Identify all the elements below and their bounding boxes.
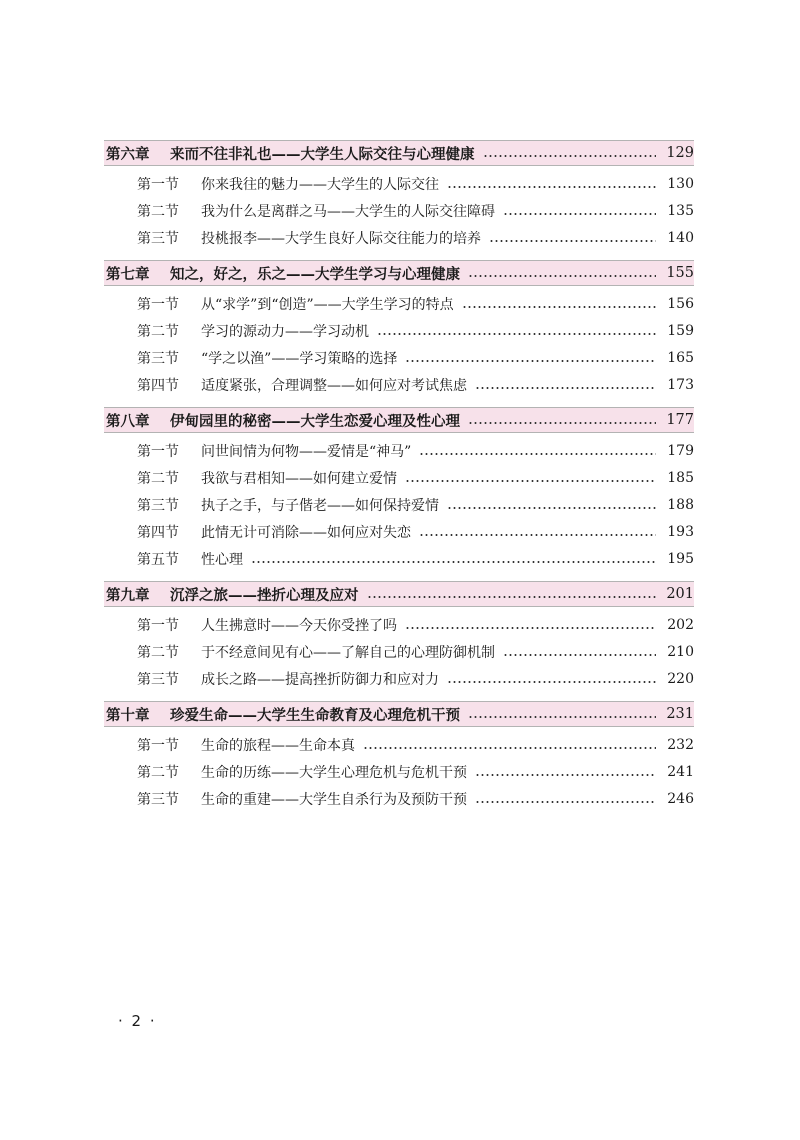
chapter-page: 155	[666, 265, 694, 281]
section-number: 第二节	[137, 203, 179, 220]
section-page: 193	[667, 523, 694, 540]
section-list	[104, 731, 694, 812]
dot-leader	[489, 240, 656, 242]
section-title: 从“求学”到“创造”——大学生学习的特点	[201, 296, 454, 313]
section-title: 投桃报李——大学生良好人际交往能力的培养	[201, 230, 481, 247]
section-number: 第一节	[137, 296, 179, 313]
chapter-number: 第六章	[106, 146, 150, 163]
section-page: 179	[667, 442, 694, 459]
section-page: 195	[667, 550, 694, 567]
section-title: 生命的旅程——生命本真	[201, 737, 355, 754]
section-page: 135	[667, 202, 694, 219]
section-entry[interactable]	[104, 611, 694, 638]
section-title: 适度紧张，合理调整——如何应对考试焦虑	[201, 377, 467, 394]
section-number: 第一节	[137, 737, 179, 754]
section-page: 140	[667, 229, 694, 246]
dot-leader	[475, 801, 656, 803]
dot-leader	[419, 534, 656, 536]
dot-leader	[447, 507, 656, 509]
section-entry[interactable]	[104, 317, 694, 344]
section-number: 第一节	[137, 617, 179, 634]
dot-leader	[405, 480, 656, 482]
section-number: 第二节	[137, 470, 179, 487]
section-title: 生命的历练——大学生心理危机与危机干预	[201, 764, 467, 781]
section-entry[interactable]	[104, 785, 694, 812]
section-number: 第三节	[137, 230, 179, 247]
table-of-contents	[104, 140, 694, 812]
dot-leader	[503, 213, 656, 215]
section-entry[interactable]	[104, 371, 694, 398]
section-title: 此情无计可消除——如何应对失恋	[201, 524, 411, 541]
section-page: 156	[667, 295, 694, 312]
dot-leader	[363, 747, 656, 749]
dot-leader	[447, 681, 656, 683]
chapter-entry[interactable]	[104, 407, 694, 433]
section-entry[interactable]	[104, 224, 694, 251]
dot-leader	[468, 716, 656, 718]
section-entry[interactable]	[104, 758, 694, 785]
section-entry[interactable]	[104, 197, 694, 224]
chapter-title: 知之，好之，乐之——大学生学习与心理健康	[170, 266, 460, 283]
dot-leader	[447, 186, 656, 188]
chapter-entry[interactable]	[104, 140, 694, 166]
section-title: 人生拂意时——今天你受挫了吗	[201, 617, 397, 634]
dot-leader	[405, 360, 656, 362]
section-entry[interactable]	[104, 638, 694, 665]
chapter-number: 第七章	[106, 266, 150, 283]
dot-leader	[475, 387, 656, 389]
dot-leader	[483, 155, 657, 157]
chapter-entry[interactable]	[104, 260, 694, 286]
section-entry[interactable]	[104, 731, 694, 758]
section-page: 241	[667, 763, 694, 780]
section-entry[interactable]	[104, 344, 694, 371]
dot-leader	[405, 627, 656, 629]
chapter-number: 第十章	[106, 707, 150, 724]
dot-leader	[462, 306, 656, 308]
chapter-page: 201	[666, 586, 694, 602]
dot-leader	[468, 275, 656, 277]
section-title: “学之以渔”——学习策略的选择	[201, 350, 398, 367]
chapter-number: 第八章	[106, 413, 150, 430]
chapter-entry[interactable]	[104, 701, 694, 727]
section-page: 188	[667, 496, 694, 513]
chapter-page: 177	[666, 412, 694, 428]
section-number: 第三节	[137, 350, 179, 367]
section-entry[interactable]	[104, 665, 694, 692]
section-entry[interactable]	[104, 437, 694, 464]
page-number: · 2 ·	[118, 1012, 157, 1030]
section-page: 246	[667, 790, 694, 807]
section-title: 成长之路——提高挫折防御力和应对力	[201, 671, 439, 688]
section-title: 于不经意间见有心——了解自己的心理防御机制	[201, 644, 495, 661]
section-number: 第五节	[137, 551, 179, 568]
section-page: 210	[667, 643, 694, 660]
section-list	[104, 290, 694, 398]
section-entry[interactable]	[104, 170, 694, 197]
chapter-title: 来而不往非礼也——大学生人际交往与心理健康	[170, 146, 475, 163]
section-entry[interactable]	[104, 464, 694, 491]
section-number: 第四节	[137, 377, 179, 394]
dot-leader	[468, 422, 656, 424]
section-entry[interactable]	[104, 545, 694, 572]
section-number: 第二节	[137, 323, 179, 340]
section-entry[interactable]	[104, 518, 694, 545]
section-title: 性心理	[201, 551, 243, 568]
section-title: 你来我往的魅力——大学生的人际交往	[201, 176, 439, 193]
section-title: 我为什么是离群之马——大学生的人际交往障碍	[201, 203, 495, 220]
section-page: 232	[667, 736, 694, 753]
dot-leader	[503, 654, 656, 656]
section-number: 第三节	[137, 671, 179, 688]
section-number: 第二节	[137, 764, 179, 781]
section-number: 第四节	[137, 524, 179, 541]
chapter-number: 第九章	[106, 587, 150, 604]
section-number: 第三节	[137, 497, 179, 514]
dot-leader	[475, 774, 656, 776]
dot-leader	[367, 596, 657, 598]
section-page: 185	[667, 469, 694, 486]
section-page: 130	[667, 175, 694, 192]
dot-leader	[251, 561, 656, 563]
section-number: 第一节	[137, 443, 179, 460]
chapter-title: 珍爱生命——大学生生命教育及心理危机干预	[170, 707, 460, 724]
chapter-title: 沉浮之旅——挫折心理及应对	[170, 587, 359, 604]
section-entry[interactable]	[104, 491, 694, 518]
chapter-entry[interactable]	[104, 581, 694, 607]
dot-leader	[419, 453, 656, 455]
section-page: 220	[667, 670, 694, 687]
chapter-page: 231	[666, 706, 694, 722]
section-title: 生命的重建——大学生自杀行为及预防干预	[201, 791, 467, 808]
dot-leader	[377, 333, 656, 335]
section-list	[104, 170, 694, 251]
section-number: 第三节	[137, 791, 179, 808]
section-number: 第一节	[137, 176, 179, 193]
section-title: 我欲与君相知——如何建立爱情	[201, 470, 397, 487]
section-number: 第二节	[137, 644, 179, 661]
section-page: 159	[667, 322, 694, 339]
chapter-page: 129	[666, 145, 694, 161]
section-page: 173	[667, 376, 694, 393]
section-page: 202	[667, 616, 694, 633]
section-title: 问世间情为何物——爱情是“神马”	[201, 443, 412, 460]
section-page: 165	[667, 349, 694, 366]
section-title: 学习的源动力——学习动机	[201, 323, 369, 340]
section-list	[104, 611, 694, 692]
section-entry[interactable]	[104, 290, 694, 317]
section-title: 执子之手，与子偕老——如何保持爱情	[201, 497, 439, 514]
chapter-title: 伊甸园里的秘密——大学生恋爱心理及性心理	[170, 413, 460, 430]
section-list	[104, 437, 694, 572]
